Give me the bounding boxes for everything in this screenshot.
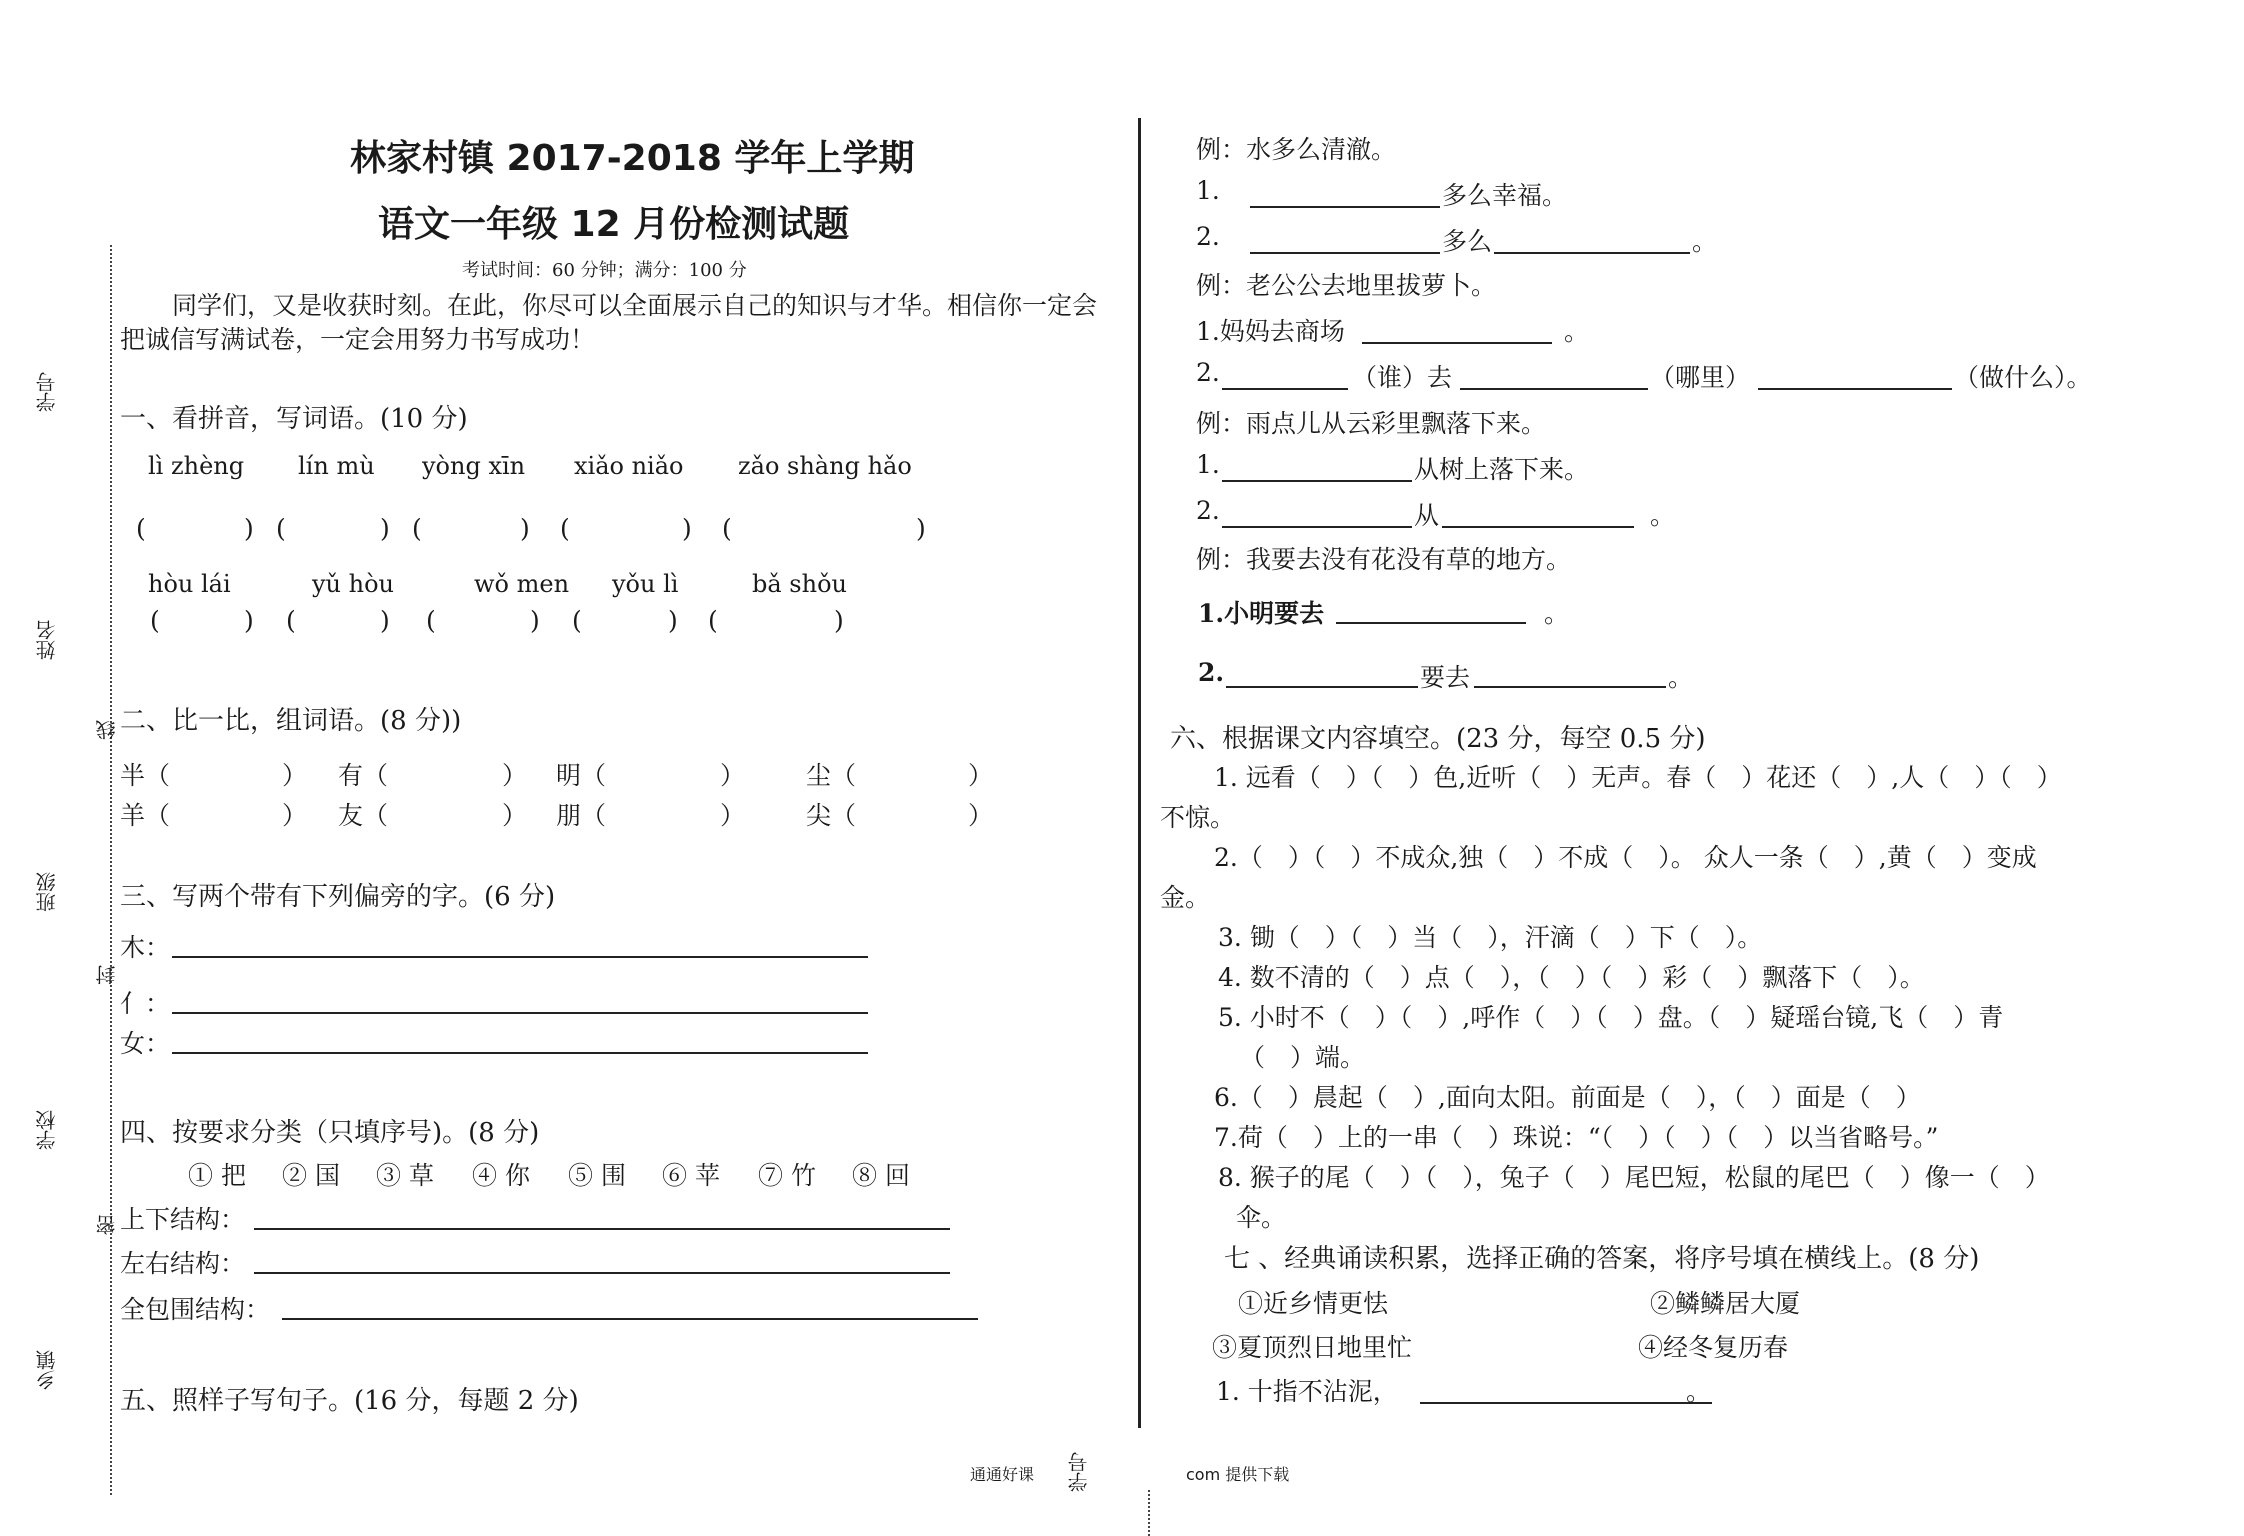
s5-ex2-q1-end: 。 — [1564, 317, 1590, 346]
pinyin-2-2: yǔ hòu — [312, 570, 395, 598]
answer-paren-close: ) — [244, 606, 254, 635]
s5-ex1-q2-end: 。 — [1692, 227, 1718, 256]
radical-answer-line[interactable] — [172, 1012, 868, 1014]
answer-paren-close: ) — [682, 514, 692, 543]
s6-line: 7.荷（ ）上的一串（ ）珠说：“（ ）（ ）（ ）以当省略号。” — [1214, 1123, 1939, 1152]
compare-char: 尘（ — [806, 761, 857, 790]
s5-answer-line[interactable] — [1442, 526, 1634, 528]
answer-paren-close: ) — [380, 606, 390, 635]
footer-left: 通通好课 — [970, 1465, 1035, 1484]
exam-title-line2: 语文一年级 12 月份检测试题 — [378, 204, 850, 245]
classify-option: ④ 你 — [472, 1161, 530, 1190]
side-label-name: 姓名 — [35, 620, 59, 660]
section2-heading: 二、比一比，组词语。(8 分)) — [120, 706, 462, 736]
s5-ex4-q2-num: 2. — [1198, 658, 1225, 687]
s5-example3: 例：雨点儿从云彩里飘落下来。 — [1196, 409, 1547, 438]
s7-option: ①近乡情更怯 — [1238, 1289, 1389, 1318]
footer-right: com 提供下载 — [1186, 1465, 1290, 1484]
pinyin-1-5: zǎo shàng hǎo — [738, 452, 912, 480]
s5-ex4-q1-start: 1.小明要去 — [1198, 599, 1325, 628]
answer-paren-close: ) — [530, 606, 540, 635]
structure-label-enclosed: 全包围结构： — [120, 1295, 271, 1324]
s6-line: 6.（ ）晨起（ ）,面向太阳。前面是（ ），（ ）面是（ ） — [1214, 1083, 1921, 1112]
s5-answer-line[interactable] — [1222, 388, 1348, 390]
section5-heading: 五、照样子写句子。(16 分，每题 2 分) — [120, 1386, 579, 1416]
section6-heading: 六、根据课文内容填空。(23 分，每空 0.5 分) — [1170, 724, 1706, 754]
answer-paren-open: ( — [276, 514, 286, 543]
s5-ex2-q2-where: （哪里） — [1650, 363, 1751, 392]
pinyin-1-3: yòng xīn — [422, 452, 526, 480]
answer-paren-close: ) — [380, 514, 390, 543]
exam-title-line1: 林家村镇 2017-2018 学年上学期 — [350, 138, 915, 179]
exam-info: 考试时间：60 分钟；满分：100 分 — [462, 260, 747, 281]
compare-close: ） — [282, 801, 308, 830]
s5-ex2-q1-start: 1.妈妈去商场 — [1196, 317, 1345, 346]
s5-ex2-q2-what: （做什么）。 — [1954, 363, 2092, 392]
answer-paren-open: ( — [286, 606, 296, 635]
s5-ex4-q2-end: 。 — [1668, 663, 1694, 692]
compare-char: 朋（ — [556, 801, 607, 830]
radical-answer-line[interactable] — [172, 956, 868, 958]
structure-label-left-right: 左右结构： — [120, 1249, 246, 1278]
s6-line: 不惊。 — [1160, 803, 1236, 832]
answer-paren-close: ) — [244, 514, 254, 543]
radical-label-wood: 木： — [120, 933, 171, 962]
binding-mark-seal: 封 — [95, 965, 119, 985]
s7-option: ③夏顶烈日地里忙 — [1212, 1333, 1413, 1362]
s5-ex1-q2-num: 2. — [1196, 222, 1220, 251]
s7-q1-start: 1. 十指不沾泥， — [1216, 1377, 1398, 1406]
compare-close: ） — [968, 761, 994, 790]
answer-paren-open: ( — [560, 514, 570, 543]
s5-answer-line[interactable] — [1362, 342, 1552, 344]
column-divider — [1138, 118, 1141, 1428]
s5-answer-line[interactable] — [1336, 622, 1526, 624]
pinyin-2-3: wǒ men — [474, 570, 570, 598]
classify-option: ① 把 — [188, 1161, 246, 1190]
s6-line: （ ）端。 — [1240, 1043, 1366, 1072]
radical-answer-line[interactable] — [172, 1052, 868, 1054]
answer-paren-close: ) — [916, 514, 926, 543]
s5-ex3-q1-num: 1. — [1196, 450, 1220, 479]
classify-option: ③ 草 — [376, 1161, 434, 1190]
s7-answer-line[interactable] — [1420, 1402, 1712, 1404]
compare-close: ） — [502, 761, 528, 790]
compare-char: 明（ — [556, 761, 607, 790]
s5-ex3-q1-text: 从树上落下来。 — [1414, 455, 1590, 484]
binding-dotted-line — [110, 245, 112, 1495]
side-label-student-id: 学号 — [35, 372, 59, 412]
compare-close: ） — [502, 801, 528, 830]
s5-ex4-q2-mid: 要去 — [1420, 663, 1471, 692]
compare-close: ） — [720, 761, 746, 790]
answer-paren-open: ( — [136, 514, 146, 543]
section4-heading: 四、按要求分类（只填序号)。(8 分) — [120, 1118, 540, 1148]
s5-answer-line[interactable] — [1250, 206, 1440, 208]
s5-answer-line[interactable] — [1474, 686, 1666, 688]
answer-paren-close: ) — [668, 606, 678, 635]
s5-ex1-q1-text: 多么幸福。 — [1442, 181, 1568, 210]
structure-label-top-bottom: 上下结构： — [120, 1205, 246, 1234]
s5-ex3-q2-mid: 从 — [1414, 501, 1440, 530]
binding-mark-secret: 密 — [95, 1215, 119, 1235]
s5-answer-line[interactable] — [1494, 252, 1690, 254]
s5-example1: 例：水多么清澈。 — [1196, 135, 1397, 164]
s5-ex3-q2-end: 。 — [1650, 501, 1676, 530]
answer-paren-open: ( — [426, 606, 436, 635]
s5-answer-line[interactable] — [1758, 388, 1952, 390]
compare-close: ） — [968, 801, 994, 830]
s5-ex1-q1-num: 1. — [1196, 176, 1220, 205]
classify-option: ⑥ 苹 — [662, 1161, 720, 1190]
s6-line: 5. 小时不（ ）（ ）,呼作（ ）（ ）盘。（ ）疑瑶台镜,飞（ ）青 — [1218, 1003, 2004, 1032]
pinyin-2-4: yǒu lì — [612, 570, 679, 598]
radical-label-person: 亻： — [120, 989, 171, 1018]
section7-heading: 七 、经典诵读积累，选择正确的答案，将序号填在横线上。(8 分) — [1224, 1244, 1980, 1274]
classify-option: ⑦ 竹 — [758, 1161, 816, 1190]
compare-char: 羊（ — [120, 801, 171, 830]
intro-line2: 把诚信写满试卷，一定会用努力书写成功！ — [120, 325, 596, 354]
compare-char: 友（ — [338, 801, 389, 830]
s5-ex3-q2-num: 2. — [1196, 496, 1220, 525]
s5-ex1-q2-mid: 多么 — [1442, 227, 1493, 256]
pinyin-1-4: xiǎo niǎo — [574, 452, 684, 480]
side-label-school: 学校 — [35, 1110, 59, 1150]
s6-line: 3. 锄（ ）（ ）当（ ），汗滴（ ）下（ ）。 — [1218, 923, 1763, 952]
classify-option: ② 国 — [282, 1161, 340, 1190]
compare-close: ） — [282, 761, 308, 790]
answer-paren-open: ( — [412, 514, 422, 543]
answer-paren-open: ( — [722, 514, 732, 543]
section1-heading: 一、看拼音，写词语。(10 分) — [120, 404, 468, 434]
s6-line: 8. 猴子的尾（ ）（ ），兔子（ ）尾巴短，松鼠的尾巴（ ）像一（ ） — [1218, 1163, 2050, 1192]
answer-paren-close: ) — [834, 606, 844, 635]
section3-heading: 三、写两个带有下列偏旁的字。(6 分) — [120, 882, 556, 912]
structure-answer-line[interactable] — [254, 1272, 950, 1274]
pinyin-1-2: lín mù — [298, 452, 375, 480]
s6-line: 2.（ ）（ ）不成众,独（ ）不成（ ）。 众人一条（ ）,黄（ ）变成 — [1214, 843, 2037, 872]
s6-line: 伞。 — [1236, 1203, 1287, 1232]
s5-answer-line[interactable] — [1460, 388, 1648, 390]
bottom-dotted-line — [1148, 1490, 1150, 1536]
s6-line: 金。 — [1160, 883, 1211, 912]
s5-ex2-q2-num: 2. — [1196, 358, 1220, 387]
s5-answer-line[interactable] — [1250, 252, 1440, 254]
s5-answer-line[interactable] — [1226, 686, 1418, 688]
s7-q1-end: 。 — [1686, 1377, 1712, 1406]
s7-option: ②鳞鳞居大厦 — [1650, 1289, 1801, 1318]
compare-char: 半（ — [120, 761, 171, 790]
compare-close: ） — [720, 801, 746, 830]
answer-paren-open: ( — [708, 606, 718, 635]
classify-option: ⑧ 回 — [852, 1161, 910, 1190]
s5-example4: 例：我要去没有花没有草的地方。 — [1196, 545, 1572, 574]
compare-char: 尖（ — [806, 801, 857, 830]
s6-line: 1. 远看（ ）（ ）色,近听（ ）无声。春（ ）花还（ ）,人（ ）（ ） — [1214, 763, 2062, 792]
structure-answer-line[interactable] — [254, 1228, 950, 1230]
structure-answer-line[interactable] — [282, 1318, 978, 1320]
pinyin-1-1: lì zhèng — [148, 452, 245, 480]
s5-answer-line[interactable] — [1222, 480, 1412, 482]
pinyin-2-1: hòu lái — [148, 570, 231, 598]
answer-paren-close: ) — [520, 514, 530, 543]
s5-example2: 例：老公公去地里拔萝卜。 — [1196, 271, 1497, 300]
answer-paren-open: ( — [150, 606, 160, 635]
radical-label-woman: 女： — [120, 1029, 171, 1058]
footer-student-id: 学号 — [1067, 1452, 1091, 1492]
pinyin-2-5: bǎ shǒu — [752, 570, 847, 598]
binding-mark-line: 线 — [95, 720, 119, 740]
intro-line1: 同学们，又是收获时刻。在此，你尽可以全面展示自己的知识与才华。相信你一定会 — [172, 291, 1098, 320]
s5-answer-line[interactable] — [1222, 526, 1412, 528]
classify-option: ⑤ 围 — [568, 1161, 626, 1190]
s5-ex4-q1-end: 。 — [1544, 599, 1570, 628]
s5-ex2-q2-who: （谁）去 — [1352, 363, 1453, 392]
side-label-town: 乡镇 — [35, 1350, 59, 1390]
compare-char: 有（ — [338, 761, 389, 790]
s7-option: ④经冬复历春 — [1638, 1333, 1789, 1362]
side-label-class: 班级 — [35, 872, 59, 912]
s6-line: 4. 数不清的（ ）点（ ），（ ）（ ）彩（ ）飘落下（ ）。 — [1218, 963, 1925, 992]
answer-paren-open: ( — [572, 606, 582, 635]
